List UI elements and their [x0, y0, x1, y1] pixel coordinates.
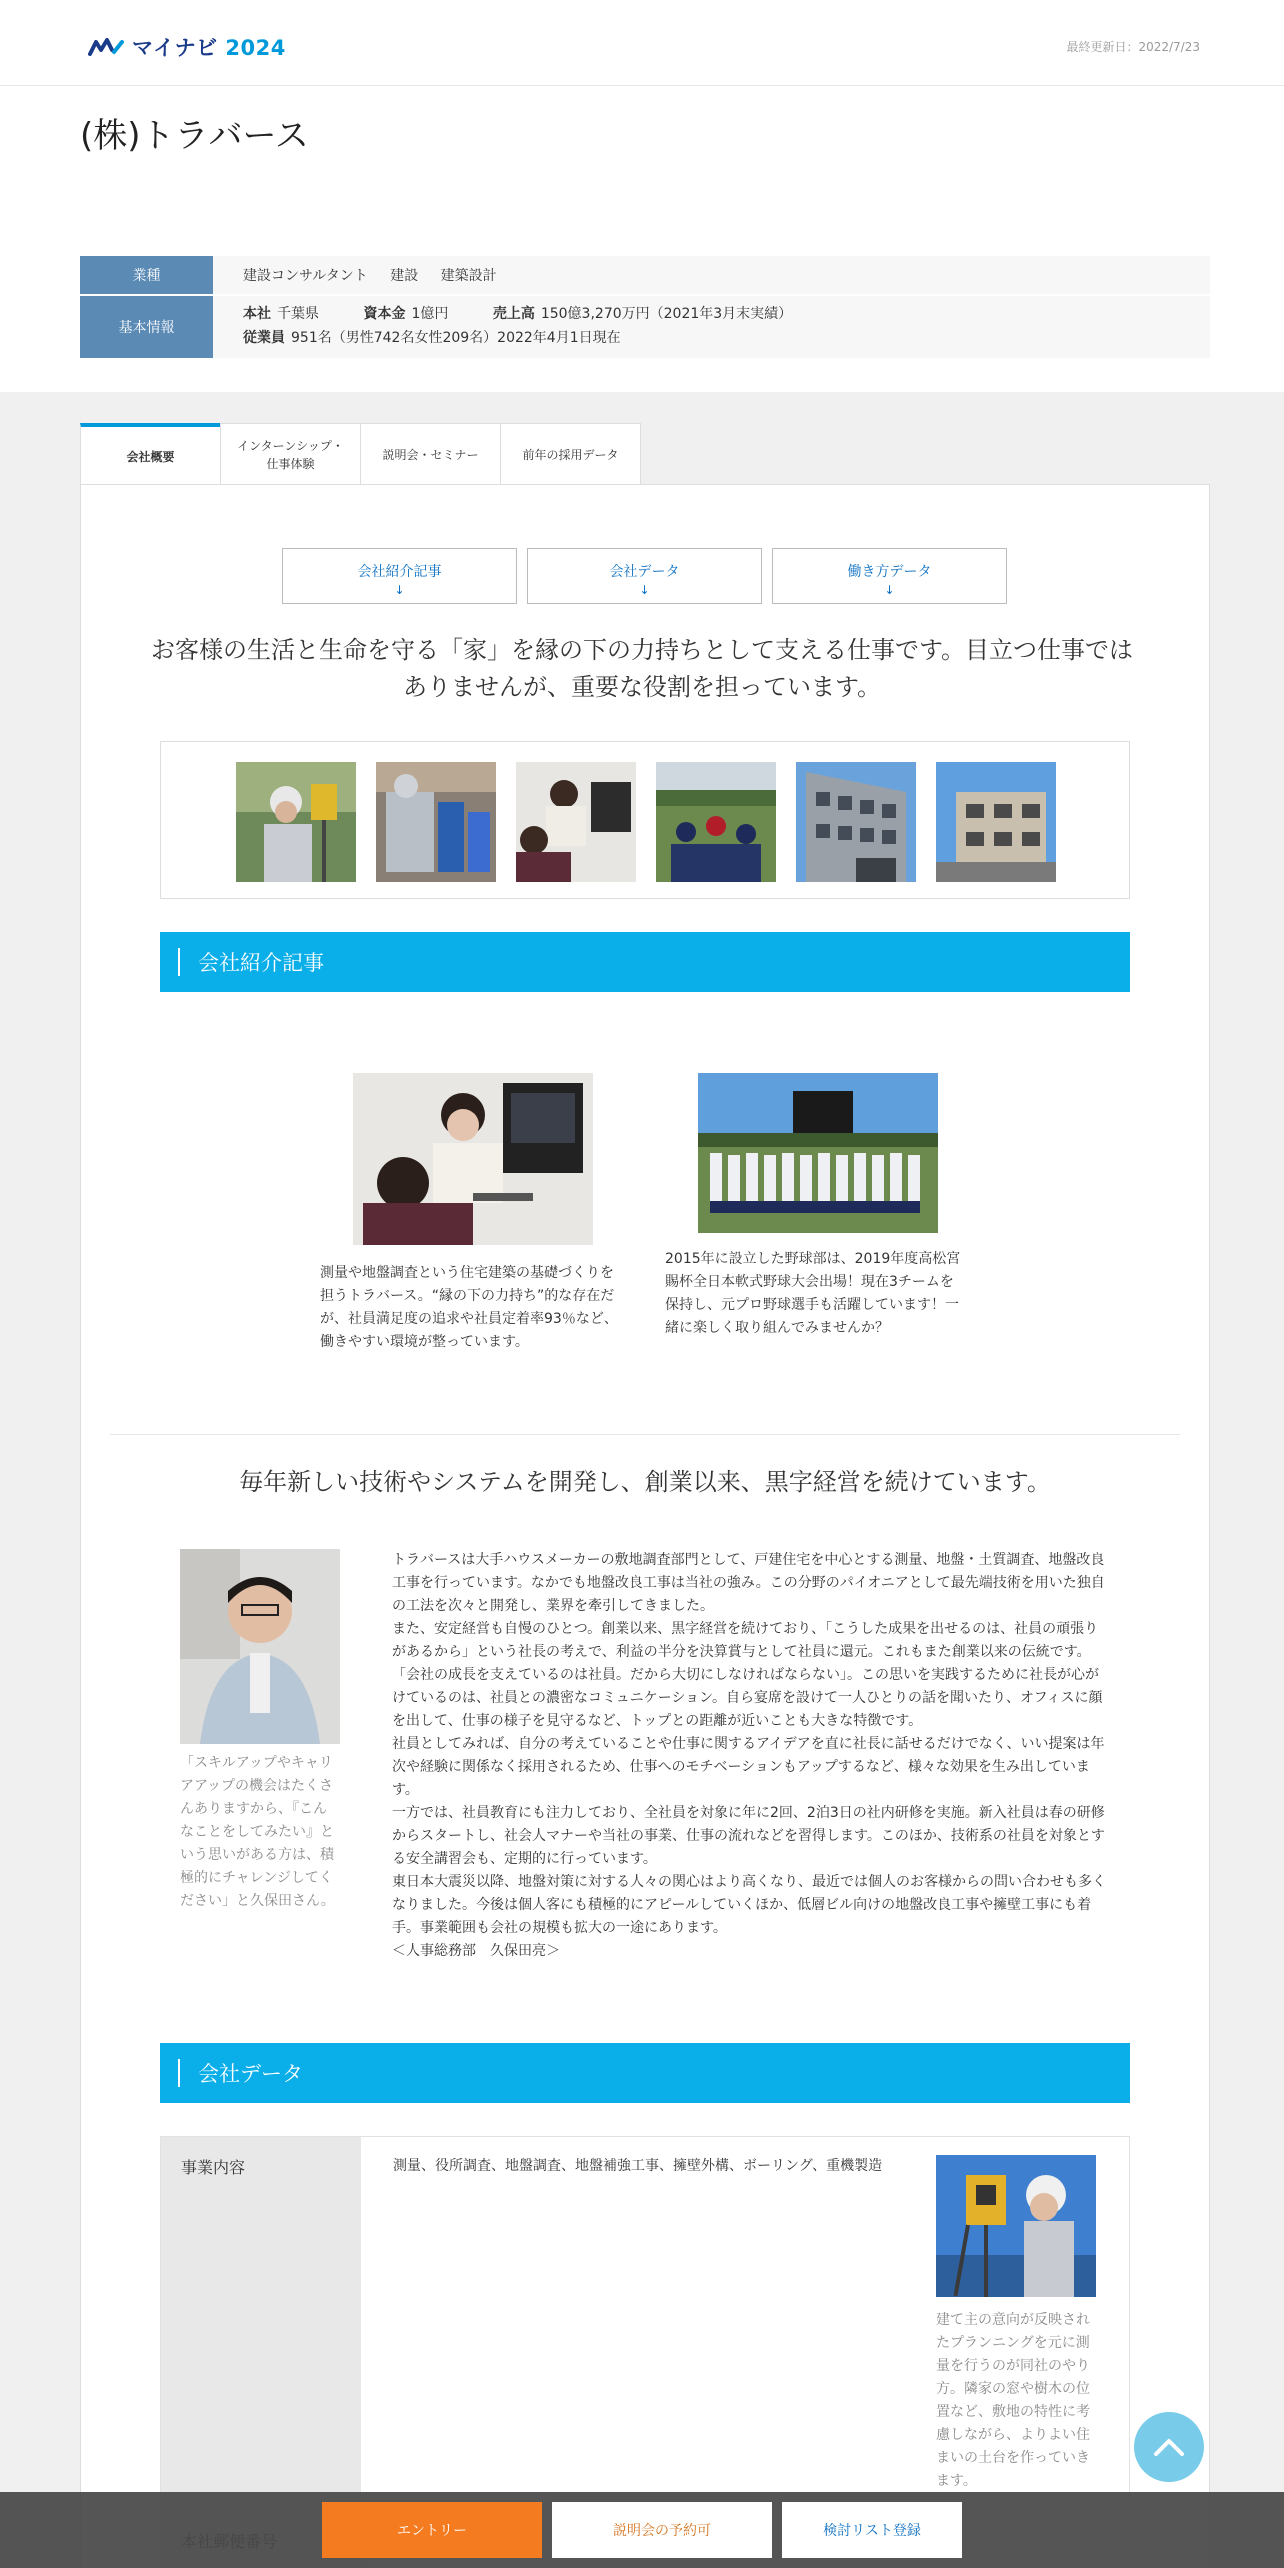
entry-button[interactable]: エントリー — [322, 2502, 542, 2558]
capital-value: 1億円 — [411, 306, 449, 322]
site-header — [0, 0, 1284, 86]
catchcopy: お客様の生活と生命を守る「家」を縁の下の力持ちとして支える仕事です。目立つ仕事ではありませんが、重要な役割を担っています。 — [150, 636, 1134, 701]
logo-year: 2024 — [225, 36, 286, 60]
jump-data-button[interactable] — [527, 548, 762, 604]
tab-internship[interactable] — [220, 423, 361, 485]
company-tabs — [80, 423, 640, 487]
story-text: トラバースは大手ハウスメーカーの敷地調査部門として、戸建住宅を中心とする測量、地盤・土質調査、地盤改良工事を行っています。なかでも地盤改良工事は当社の強み。この分野のパイオニアとして最先端技術を用いた独自の工法を次々と開発し、業界を牽引してきました。 また、安定経営も自慢のひとつ。創業以来、黒字経営を続けており、「こうした成果を出せるのは、社員の頑張りがあるから」という社長の考えで、利益の半分を決算賞与として社員に還元。これもまた創業以来の伝統です。 「会社の成長を支えているのは社員。だから大切にしなければならない」。この思いを実践するために社長が心がけているのは、社員との濃密なコミュニケーション。自ら宴席を設けて一人ひとりの話を聞いたり、オフィスに顔を出して、仕事の様子を見守るなど、トップとの距離が近いことも大きな特徴です。 社員としてみれば、自分の考えていることや仕事に関するアイデアを直に社長に話せるだけでなく、いい提案は年次や経験に関係なく採用されるため、仕事へのモチベーションもアップするなど、様々な効果を生み出しています。 一方では、社員教育にも注力しており、全社員を対象に年に2回、2泊3日の社内研修を実施。新入社員は春の研修からスタートし、社会人マナーや当社の事業、仕事の流れなどを習得します。このほか、技術系の社員を対象とする安全講習会も、定期的に行っています。 東日本大震災以降、地盤対策に対する人々の関心はより高くなり、最近では個人のお客様からの問い合わせも多くなりました。今後は個人客にも積極的にアピールしていくほか、低層ビル向けの地盤改良工事や擁壁工事にも着手。事業範囲も会社の規模も拡大の一途にあります。 ＜人事総務部 久保田亮＞ — [392, 1552, 1106, 1959]
data-photo-surveying — [936, 2155, 1096, 2297]
basic-info-table — [80, 256, 1210, 358]
arrow-down-icon: ↓ — [639, 583, 650, 597]
portrait-caption: 「スキルアップやキャリアアップの機会はたくさんありますから、『こんなことをしてみたい』という思いがある方は、積極的にチャレンジしてください」と久保田さん。 — [180, 1755, 335, 1909]
gallery-photo-surveying[interactable] — [236, 762, 356, 882]
jump-label: 会社データ — [609, 564, 680, 580]
section-title-text: 会社紹介記事 — [198, 951, 324, 975]
business-value: 測量、役所調査、地盤調査、地盤補強工事、擁壁外構、ボーリング、重機製造 — [393, 2158, 883, 2174]
sticky-action-bar — [0, 2492, 1284, 2568]
capital-label: 資本金 — [363, 306, 406, 322]
article-photo-baseball — [698, 1073, 938, 1233]
arrow-down-icon: ↓ — [884, 583, 895, 597]
basic-info-label: 基本情報 — [80, 296, 213, 358]
gallery-photo-office[interactable] — [516, 762, 636, 882]
tab-label: 前年の採用データ — [522, 447, 619, 462]
tab-label: インターンシップ・ 仕事体験 — [237, 438, 344, 471]
basic-info-values — [213, 296, 822, 358]
business-label: 事業内容 — [181, 2158, 246, 2177]
section-title-data — [160, 2043, 1130, 2103]
divider — [110, 1434, 1180, 1435]
photo-gallery — [160, 741, 1130, 899]
jump-label: 働き方データ — [847, 564, 932, 580]
section-title-intro — [160, 932, 1130, 992]
tab-seminar[interactable] — [360, 423, 501, 485]
seminar-reservation-button[interactable]: 説明会の予約可 — [552, 2502, 772, 2558]
tab-recruit-data[interactable] — [500, 423, 641, 485]
industry-item: 建設 — [390, 268, 419, 284]
employees-label: 従業員 — [243, 330, 285, 346]
section-title-text: 会社データ — [198, 2062, 303, 2086]
mynavi-logo-icon — [88, 36, 126, 58]
industry-label: 業種 — [80, 256, 213, 294]
hq-label: 本社 — [243, 306, 271, 322]
industry-item: 建設コンサルタント — [243, 268, 368, 284]
industry-item: 建築設計 — [440, 268, 497, 284]
gallery-photo-baseball[interactable] — [656, 762, 776, 882]
gallery-photo-building[interactable] — [796, 762, 916, 882]
tab-label: 説明会・セミナー — [382, 447, 479, 462]
article-photo-office — [353, 1073, 593, 1245]
add-to-list-button[interactable]: 検討リスト登録 — [782, 2502, 962, 2558]
jump-intro-button[interactable] — [282, 548, 517, 604]
lead-headline: 毎年新しい技術やシステムを開発し、創業以来、黒字経営を続けています。 — [239, 1468, 1051, 1496]
chevron-up-icon — [1153, 2437, 1185, 2457]
page-title: (株)トラバース — [80, 116, 309, 156]
data-photo-caption: 建て主の意向が反映されたプランニングを元に測量を行うのが同社のやり方。隣家の窓や樹木の位置など、敷地の特性に考慮しながら、よりよい住まいの土台を作っていきます。 — [936, 2312, 1090, 2489]
basic-info-row — [80, 296, 1210, 358]
portrait-photo — [180, 1549, 340, 1744]
gallery-photo-machine[interactable] — [376, 762, 496, 882]
sales-label: 売上高 — [492, 306, 535, 322]
jump-label: 会社紹介記事 — [357, 564, 442, 580]
arrow-down-icon: ↓ — [394, 583, 405, 597]
industry-values — [213, 256, 527, 294]
hq-value: 千葉県 — [277, 306, 319, 322]
employees-value: 951名（男性742名女性209名）2022年4月1日現在 — [291, 330, 621, 346]
last-updated: 最終更新日：2022/7/23 — [1066, 40, 1200, 54]
industry-row — [80, 256, 1210, 296]
tab-overview[interactable] — [80, 423, 221, 487]
gallery-photo-building-2[interactable] — [936, 762, 1056, 882]
logo-text: マイナビ — [132, 36, 218, 60]
mynavi-logo[interactable] — [88, 32, 286, 62]
tab-label: 会社概要 — [126, 450, 175, 464]
article-caption: 2015年に設立した野球部は、2019年度高松宮賜杯全日本軟式野球大会出場！現在3チームを保持し、元プロ野球選手も活躍しています！一緒に楽しく取り組んでみませんか？ — [665, 1251, 961, 1336]
sales-value: 150億3,270万円（2021年3月末実績） — [540, 306, 793, 322]
back-to-top-button[interactable] — [1134, 2412, 1204, 2482]
jump-workstyle-button[interactable] — [772, 548, 1007, 604]
article-caption: 測量や地盤調査という住宅建築の基礎づくりを担うトラバース。“縁の下の力持ち”的な存在だが、社員満足度の追求や社員定着率93％など、働きやすい環境が整っています。 — [320, 1265, 618, 1350]
